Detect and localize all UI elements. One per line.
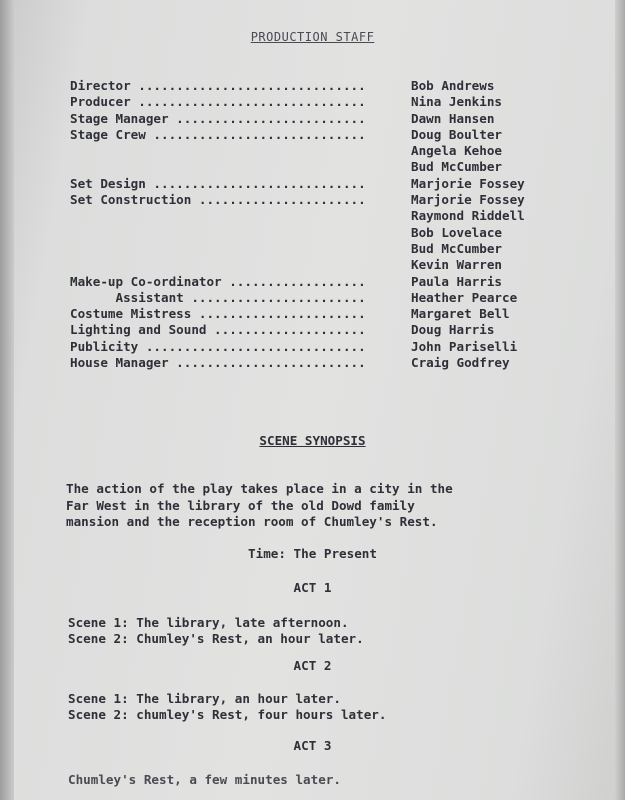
act-1-scene-2: Scene 2: Chumley's Rest, an hour later. (68, 631, 364, 646)
staff-row (70, 111, 570, 127)
staff-role: Set Design ............................ (70, 175, 366, 191)
staff-role (70, 257, 411, 273)
staff-row (70, 225, 570, 241)
staff-name: Heather Pearce (411, 289, 518, 305)
staff-name: Paula Harris (411, 273, 502, 289)
staff-name: Bob Lovelace (411, 224, 502, 240)
page-shadow-right (615, 0, 625, 800)
staff-name: Angela Kehoe (411, 143, 502, 159)
staff-list (70, 78, 570, 371)
staff-role: Set Construction ...................... (70, 192, 366, 208)
staff-row (70, 257, 570, 273)
act-2-scene-2: Scene 2: chumley's Rest, four hours later. (68, 707, 387, 722)
staff-row (70, 94, 570, 110)
staff-name: Doug Harris (411, 322, 495, 338)
staff-name: Margaret Bell (411, 306, 510, 322)
staff-name: Marjorie Fossey (411, 192, 525, 208)
staff-row (70, 176, 570, 192)
staff-name: John Pariselli (411, 338, 518, 354)
staff-role: Assistant ....................... (70, 289, 366, 305)
staff-row (70, 339, 570, 355)
staff-role (70, 208, 411, 224)
staff-row (70, 143, 570, 159)
staff-name: Nina Jenkins (411, 94, 502, 110)
staff-role: Director .............................. (70, 78, 366, 93)
staff-role: Stage Crew ............................ (70, 126, 366, 142)
synopsis-description (66, 481, 571, 531)
act-1-scene-1: Scene 1: The library, late afternoon. (68, 615, 349, 630)
staff-name: Marjorie Fossey (411, 175, 525, 191)
staff-role: Make-up Co-ordinator .................. (70, 273, 366, 289)
staff-row (70, 274, 570, 290)
staff-row (70, 290, 570, 306)
staff-role: Costume Mistress ...................... (70, 306, 366, 322)
staff-name: Bud McCumber (411, 159, 502, 175)
staff-row (70, 241, 570, 257)
production-staff-title: PRODUCTION STAFF (250, 30, 375, 44)
staff-row (70, 355, 570, 371)
staff-role: Publicity ............................. (70, 338, 366, 354)
staff-row (70, 208, 570, 224)
staff-name: Raymond Riddell (411, 208, 525, 224)
page-shadow-left (0, 0, 14, 800)
act-1-title: ACT 1 (293, 580, 332, 595)
staff-role (70, 159, 411, 175)
staff-role (70, 143, 411, 159)
description-line: The action of the play takes place in a city in the (66, 481, 453, 496)
staff-role (70, 225, 411, 241)
staff-row (70, 192, 570, 208)
staff-row (70, 306, 570, 322)
description-line: mansion and the reception room of Chumley's Rest. (66, 514, 438, 529)
staff-role: Producer .............................. (70, 94, 366, 110)
staff-row (70, 78, 570, 94)
description-line: Far West in the library of the old Dowd family (66, 497, 415, 513)
staff-name: Doug Boulter (411, 126, 502, 142)
staff-role: House Manager ......................... (70, 355, 366, 371)
act-3-scene: Chumley's Rest, a few minutes later. (68, 772, 341, 787)
staff-row (70, 127, 570, 143)
staff-name: Kevin Warren (411, 257, 502, 273)
staff-role: Stage Manager ......................... (70, 110, 366, 126)
act-3-title: ACT 3 (293, 738, 332, 753)
staff-name: Bud McCumber (411, 240, 502, 256)
act-2-title: ACT 2 (293, 658, 332, 673)
staff-row (70, 322, 570, 338)
time-line: Time: The Present (248, 546, 377, 561)
staff-row (70, 159, 570, 175)
scene-synopsis-title: SCENE SYNOPSIS (259, 433, 366, 448)
staff-role: Lighting and Sound .................... (70, 322, 366, 338)
staff-name: Bob Andrews (411, 78, 495, 93)
staff-role (70, 241, 411, 257)
act-2-scene-1: Scene 1: The library, an hour later. (68, 691, 341, 706)
staff-name: Craig Godfrey (411, 355, 510, 371)
staff-name: Dawn Hansen (411, 110, 495, 126)
